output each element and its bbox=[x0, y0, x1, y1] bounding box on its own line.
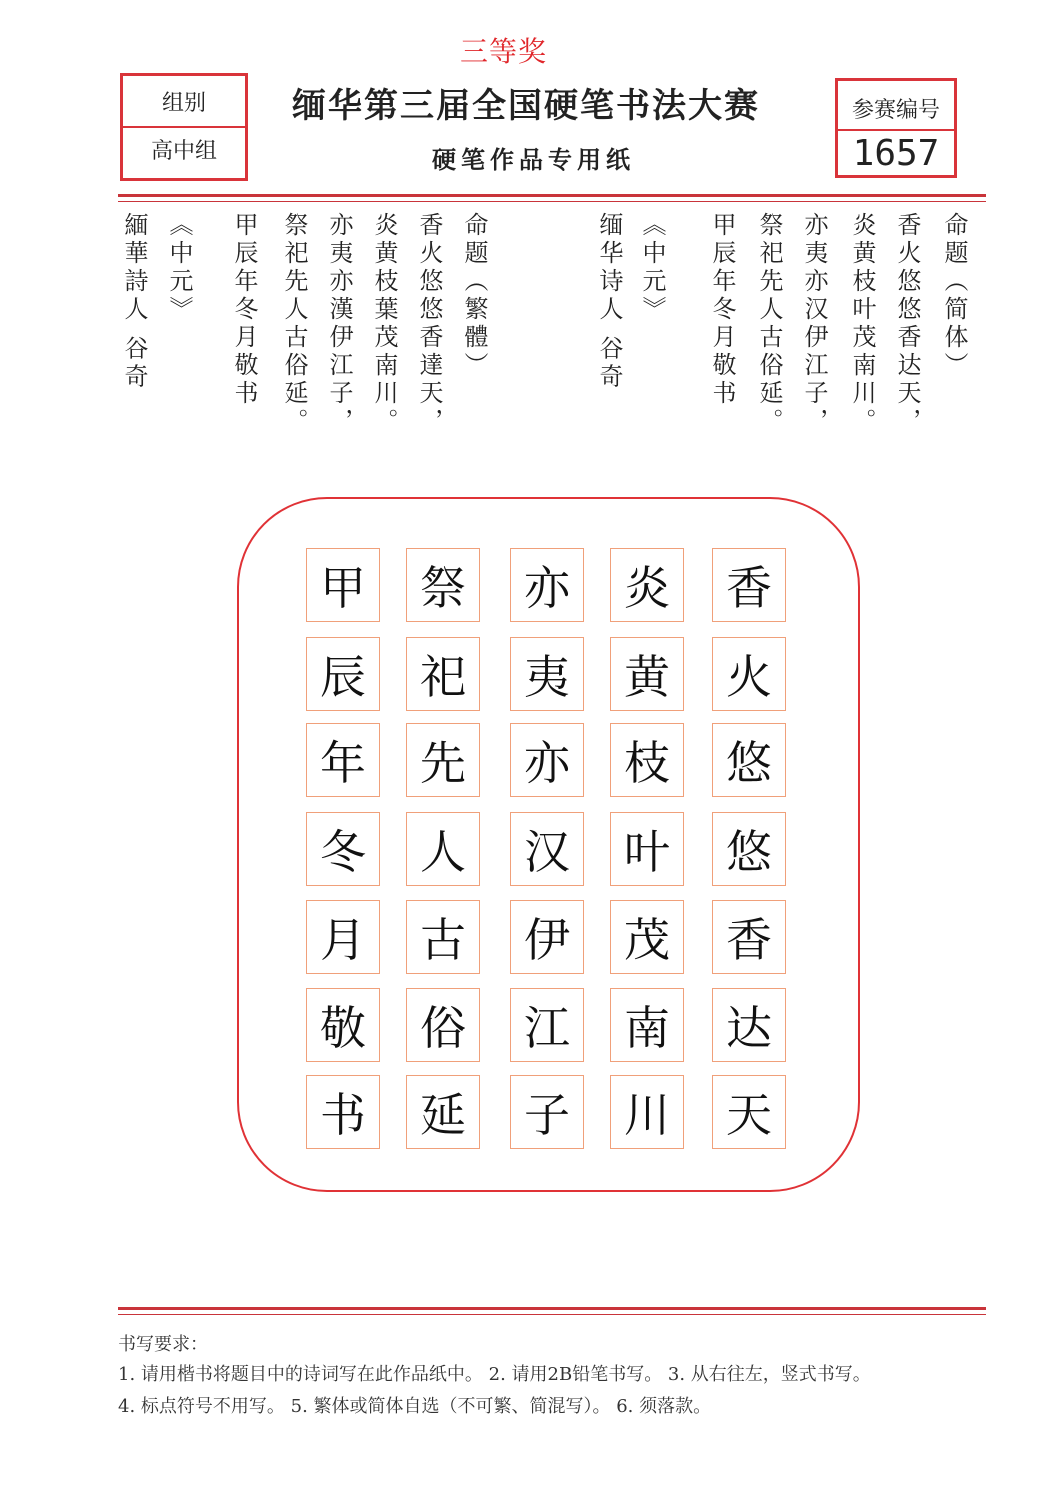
poem-column: 祭祀先人古俗延。 bbox=[755, 212, 783, 436]
grid-cell: 月 bbox=[306, 900, 380, 974]
entry-number-box bbox=[835, 78, 957, 178]
entry-divider bbox=[838, 129, 954, 131]
poem-column: 亦夷亦汉伊江子， bbox=[800, 212, 828, 436]
poem-column: 命题（简体） bbox=[940, 212, 968, 380]
grid-cell: 汉 bbox=[510, 812, 584, 886]
page-title: 缅华第三届全国硬笔书法大赛 bbox=[292, 86, 760, 126]
grid-cell: 天 bbox=[712, 1075, 786, 1149]
grid-cell: 祭 bbox=[406, 548, 480, 622]
grid-cell: 年 bbox=[306, 723, 380, 797]
header-rule-thick bbox=[118, 194, 986, 197]
grid-cell: 古 bbox=[406, 900, 480, 974]
grid-cell: 达 bbox=[712, 988, 786, 1062]
grid-cell: 子 bbox=[510, 1075, 584, 1149]
poem-column: 缅华诗人 谷奇 bbox=[595, 212, 623, 392]
grid-cell: 人 bbox=[406, 812, 480, 886]
grid-cell: 南 bbox=[610, 988, 684, 1062]
poem-column: 緬華詩人 谷奇 bbox=[120, 212, 148, 392]
requirement-line: 4. 标点符号不用写。 5. 繁体或简体自选（不可繁、简混写）。 6. 须落款。 bbox=[118, 1396, 712, 1417]
grid-cell: 先 bbox=[406, 723, 480, 797]
grid-cell: 祀 bbox=[406, 637, 480, 711]
poem-column: 甲辰年冬月敬书 bbox=[708, 212, 736, 408]
poem-column: 命题（繁體） bbox=[460, 212, 488, 380]
grid-cell: 夷 bbox=[510, 637, 584, 711]
grid-cell: 甲 bbox=[306, 548, 380, 622]
poem-column: 祭祀先人古俗延。 bbox=[280, 212, 308, 436]
requirement-line: 1. 请用楷书将题目中的诗词写在此作品纸中。 2. 请用2B铅笔书写。 3. 从右往左，竖式书写。 bbox=[118, 1364, 871, 1385]
entry-number-label: 参赛编号 bbox=[851, 98, 940, 123]
group-label: 组别 bbox=[161, 91, 206, 116]
footer-rule-thick bbox=[118, 1307, 986, 1310]
poem-column: 亦夷亦漢伊江子， bbox=[325, 212, 353, 436]
poem-column: 香火悠悠香達天， bbox=[415, 212, 443, 436]
footer-rule-thin bbox=[118, 1314, 986, 1315]
poem-column: 香火悠悠香达天， bbox=[893, 212, 921, 436]
grid-cell: 茂 bbox=[610, 900, 684, 974]
grid-cell: 枝 bbox=[610, 723, 684, 797]
grid-cell: 炎 bbox=[610, 548, 684, 622]
grid-cell: 亦 bbox=[510, 548, 584, 622]
grid-cell: 辰 bbox=[306, 637, 380, 711]
entry-number-value: 1657 bbox=[852, 133, 940, 174]
grid-cell: 伊 bbox=[510, 900, 584, 974]
grid-cell: 延 bbox=[406, 1075, 480, 1149]
grid-cell: 川 bbox=[610, 1075, 684, 1149]
poem-column: 甲辰年冬月敬书 bbox=[230, 212, 258, 408]
requirements-title: 书写要求： bbox=[118, 1334, 208, 1355]
group-value: 高中组 bbox=[150, 139, 217, 164]
grid-cell: 俗 bbox=[406, 988, 480, 1062]
grid-cell: 江 bbox=[510, 988, 584, 1062]
group-divider bbox=[123, 126, 245, 128]
grid-cell: 亦 bbox=[510, 723, 584, 797]
grid-cell: 书 bbox=[306, 1075, 380, 1149]
grid-cell: 黄 bbox=[610, 637, 684, 711]
grid-cell: 悠 bbox=[712, 723, 786, 797]
grid-cell: 火 bbox=[712, 637, 786, 711]
grid-cell: 香 bbox=[712, 548, 786, 622]
header-rule-thin bbox=[118, 201, 986, 202]
poem-column: 《中元》 bbox=[165, 212, 193, 324]
grid-cell: 叶 bbox=[610, 812, 684, 886]
grid-cell: 敬 bbox=[306, 988, 380, 1062]
poem-column: 《中元》 bbox=[638, 212, 666, 324]
grid-cell: 香 bbox=[712, 900, 786, 974]
group-box bbox=[120, 73, 248, 181]
grid-cell: 冬 bbox=[306, 812, 380, 886]
award-label: 三等奖 bbox=[460, 35, 548, 68]
poem-column: 炎黄枝葉茂南川。 bbox=[370, 212, 398, 436]
grid-cell: 悠 bbox=[712, 812, 786, 886]
page-subtitle: 硬笔作品专用纸 bbox=[432, 145, 635, 174]
poem-column: 炎黄枝叶茂南川。 bbox=[848, 212, 876, 436]
